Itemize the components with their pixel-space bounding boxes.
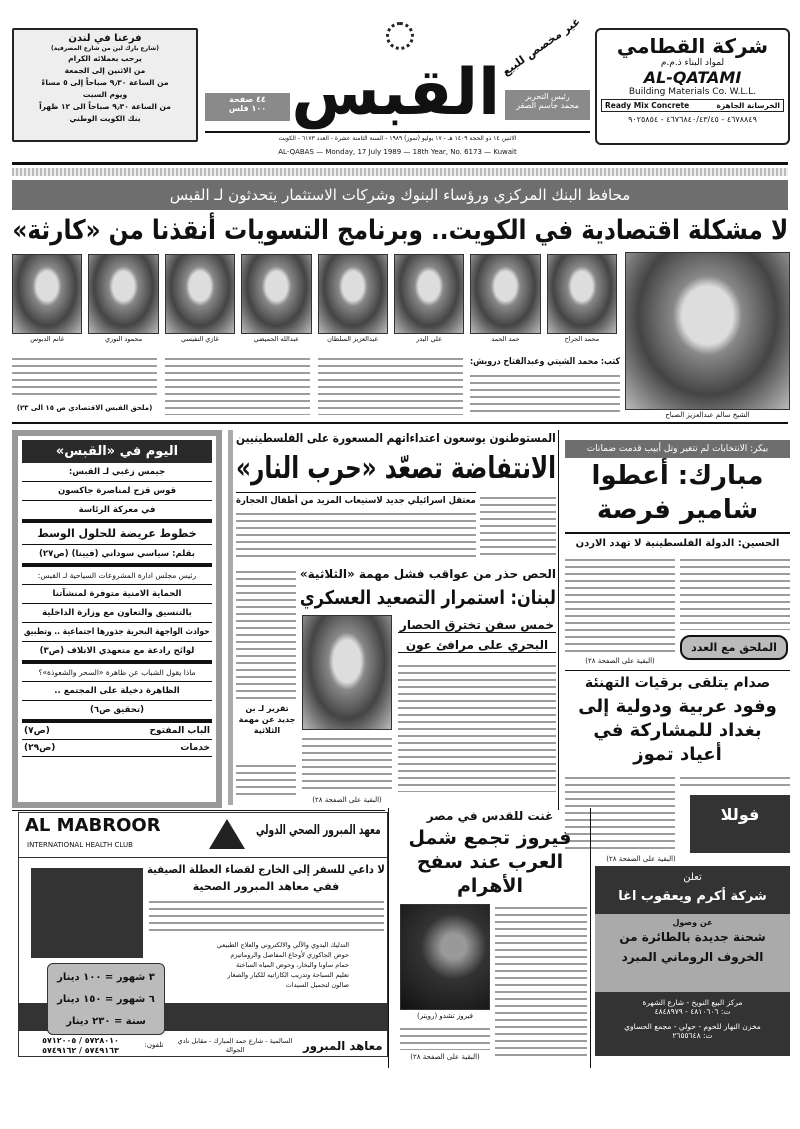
mabroor-price: سنة = ٢٣٠ دينار [66,1016,146,1027]
bank-line: (شارع بارك لين من شارع المصرفية) [50,45,159,52]
photo-caption: غازي النفيسي [180,335,219,343]
today-item[interactable]: لوائح رادعة مع متعهدي الاتلاف (ص٣) [22,642,212,661]
qatami-readymix-ar: الخرسانة الجاهزة [716,101,780,110]
today-footer-label[interactable]: الباب المفتوح [149,726,210,736]
today-item[interactable]: بالتنسيق والتعاون مع وزارة الداخلية [22,604,212,623]
bank-line: فرعنا في لندن [68,33,142,44]
column-divider [590,808,591,1068]
portrait-photo [547,254,617,334]
bank-line: من الساعة ٩٫٣٠ صباحاً إلى ٥ مساءً [41,78,169,87]
mabroor-price: ٣ شهور = ١٠٠ دينار [57,972,155,983]
lead-byline: كتب: محمد الشيتي وعبدالفتاح درويش: [469,357,620,367]
karam-arrival: عن وصول [672,918,713,927]
mabroor-price-box [47,963,165,1035]
mabroor-name-en: AL MABROOR [25,815,161,836]
mubarak-continued: (البقية على الصفحة ٢٨) [585,657,655,665]
bank-line: يرحب بعملائه الكرام [68,54,142,63]
mubarak-body [680,556,790,630]
fairuz-continued: (البقية على الصفحة ٢٨) [410,1053,480,1061]
today-item[interactable]: في معركة الرئاسة [22,501,212,520]
fairuz-body [495,904,587,1060]
today-item[interactable]: قوس قزح لمناصرة جاكسون [22,482,212,501]
today-item[interactable]: حوادث الواجهة البحرية جذورها اجتماعية .. وتطبيق [22,623,212,642]
editor-label: رئيس التحرير [525,92,570,101]
today-item[interactable]: ماذا يقول الشباب عن ظاهرة «السحر والشعوذة»؟ [22,661,212,682]
karam-phones-2: ت: ٢٦٥٥٦٤٨ [672,1031,713,1040]
pages-price-box [205,93,290,121]
editor-name: محمد جاسم الصقر [516,101,579,110]
intifada-sub: معتقل اسرائيلي جديد لاستيعاب المزيد من أطفال الحجارة [236,492,476,508]
fairuz-kicker: غنت للقدس في مصر [426,809,554,823]
mabroor-service: تعليم السباحة وتدريب الكاراتيه للكبار والصغار [227,971,349,979]
rule [565,670,790,671]
photo-caption: محمود النوري [105,335,143,343]
intifada-body [236,510,476,560]
karam-location-1: مركز البيع النويخ - شارع الشهرة [642,998,743,1007]
mabroor-address: السالمية - شارع حمد المبارك - مقابل نادي الجوالة [177,1037,293,1054]
karam-company: شركة أكرم ويعقوب اغا [618,889,767,904]
bank-line: من الاثنين إلى الجمعة [64,66,146,75]
qatami-sub-en: Building Materials Co. W.L.L. [628,87,757,97]
fairuz-photo-caption: فيروز تشدو (رويتر) [417,1012,473,1020]
fairuz-headline: فيروز تجمع شمل العرب عند سفح الأهرام [408,827,572,897]
intifada-headline: الانتفاضة تصعّد «حرب النار» [235,451,556,486]
lead-kicker: محافظ البنك المركزي ورؤساء البنوك وشركات الاستثمار يتحدثون لـ القبس [12,180,788,210]
editor-box [505,90,590,120]
column-divider [388,808,389,1068]
portrait-photo [470,254,540,334]
ad-karam [595,866,790,1056]
portrait-photo [165,254,235,334]
mabroor-phone-label: تلفون: [144,1041,164,1049]
bank-name: بنك الكويت الوطني [69,114,141,123]
lebanon-kicker: الحص حذر من عواقب فشل مهمة «الثلاثية» [299,567,556,581]
date-en: AL-QABAS — Monday, 17 July 1989 — 18th Year, No. 6173 — Kuwait [278,148,517,156]
lead-photo [12,254,82,344]
today-item[interactable]: جيمس زغبي لـ القبس: [22,463,212,482]
today-footer-page: (ص٧) [24,726,50,736]
price: ١٠٠ فلس [228,104,267,113]
today-item[interactable]: (تحقيق ص٦) [22,701,212,720]
mubarak-kicker: بيكر: الانتخابات لم تتغير وتل أبيب قدمت ضمانات [565,440,790,458]
ad-bank [12,28,198,142]
lead-body-col [318,355,463,415]
lead-photo [88,254,158,344]
lead-photo [470,254,540,344]
portrait-photo [12,254,82,334]
lebanon-body [398,662,556,792]
masthead-logo: القبس [291,56,500,130]
ad-qatami [595,28,790,145]
mabroor-services [169,940,349,990]
top-rule [12,162,788,165]
main-photo-caption: الشيخ سالم عبدالعزيز الصباح [665,411,750,419]
lead-photo [241,254,311,344]
mabroor-service: حوض الجاكوزي لأوجاع المفاصل والروماتيزم [230,951,349,959]
mabroor-service: التدليك اليدوي والآلي والالكتروني والعلاج الطبيعي [216,941,349,949]
lead-photo-row [12,254,617,344]
portrait-photo [88,254,158,334]
page-count: ٤٤ صفحة [229,95,266,104]
mubarak-headline-1: مبارك: أعطوا [591,461,764,491]
lead-photo [547,254,617,344]
qatami-readymix-en: Ready Mix Concrete [605,101,690,110]
qatami-company-ar: شركة القطامي [616,34,769,58]
today-item[interactable]: خطوط عريضة للحلول الوسط [22,520,212,545]
intifada-body [480,494,556,560]
portrait-photo [241,254,311,334]
lebanon-body [302,735,392,793]
ad-fuolla [690,795,790,853]
photo-caption: غانم الدبوس [30,335,65,343]
karam-location-2: مخزن النهار للحوم - حولي - مجمع الحساوي [624,1022,761,1031]
fairuz-photo [400,904,490,1010]
lebanon-headline: لبنان: استمرار التصعيد العسكري [299,587,556,609]
saddam-body [680,774,790,790]
mubarak-headline-2: شامير فرصة [596,495,759,525]
saddam-headline: وفود عربية ودولية إلى بغداد للمشاركة في أعياد تموز [575,695,780,767]
lebanon-sub-2: البحري على مرافئ عون [398,638,556,653]
lead-headline: لا مشكلة اقتصادية في الكويت.. وبرنامج التسويات أنقذنا من «كارثة» [12,215,788,246]
mabroor-headline: لا داعي للسفر إلى الخارج لقضاء العطلة الصيفية [147,863,385,876]
mabroor-sub: ففي معاهد المبرور الصحية [192,880,340,893]
karam-phones-1: ت: ٤٨١٠٦٠٦ - ٤٨٤٨٩٧٩ [654,1007,731,1016]
qatami-sub-ar: لمواد البناء ذ.م.م [660,58,725,68]
not-for-sale: غير مخصص للبيع [499,14,583,79]
lead-photo [318,254,388,344]
mabroor-name-ar: معهد المبرور الصحي الدولي [256,823,381,838]
date-ar: الاثنين ١٤ ذو الحجة ١٤٠٩ هـ - ١٧ يوليو (تموز) ١٩٨٩ - السنة الثامنة عشرة - العدد ٦١٧٣ - الكويت [278,135,517,142]
mabroor-footer-name: معاهد المبرور [303,1039,383,1053]
section-rule [12,422,788,424]
lead-body-col [12,355,157,399]
photo-caption: محمد الجراح [564,335,600,343]
lead-photo [394,254,464,344]
today-item[interactable]: الظاهرة دخيلة على المجتمع .. [22,682,212,701]
masthead-rule [205,131,590,133]
fairuz-body [400,1025,490,1050]
saddam-continued: (البقية على الصفحة ٢٨) [606,855,676,863]
lead-continued: (ملحق القبس الاقتصادي ص ١٥ الى ٢٣) [16,404,153,412]
lead-body-col [165,355,310,415]
texture-strip [12,168,788,176]
mubarak-body [565,556,675,654]
lead-body-col [470,372,620,415]
main-photo [625,252,790,410]
karam-announce: تعلن [683,872,702,883]
portrait-photo [394,254,464,334]
saddam-kicker: صدام يتلقى برقيات التهنئة [584,675,771,691]
karam-headline: شحنة جديدة بالطائرة من الخروف الروماني المبرد [619,930,766,964]
portrait-photo [318,254,388,334]
mabroor-photo [31,868,143,958]
supplement-badge[interactable]: الملحق مع العدد [680,635,788,660]
mabroor-phone: ٥٧٢٨٠١٠ / ٥٧١٢٠٠٥ [42,1036,119,1045]
today-item[interactable]: رئيس مجلس ادارة المشروعات السياحية لـ القبس: [22,564,212,585]
photo-caption: عبدالله الحميضي [253,335,300,343]
lebanon-photo [302,615,392,730]
today-title: اليوم في «القبس» [22,440,212,463]
mabroor-price: ٦ شهور = ١٥٠ دينار [57,994,155,1005]
bank-line: ويوم السبت [82,90,128,99]
ad-mabroor [18,812,388,1057]
lebanon-side-body [236,762,296,797]
mabroor-service: صالون لتجميل السيدات [285,981,349,989]
photo-caption: عبدالعزيز السلطان [327,335,379,343]
intifada-kicker: المستوطنون يوسعون اعتداءاتهم المسعورة على الفلسطينيين [236,431,556,445]
today-item[interactable]: بقلم: سياسي سوداني (فيينا) (ص٢٧) [22,545,212,564]
lebanon-sub-1: خمس سفن تخترق الحصار [399,618,555,632]
today-footer-page: (ص٢٩) [24,743,56,753]
fuolla-name: فوللا [720,805,760,824]
section-rule [12,810,385,811]
photo-caption: حمد الحمد [491,335,520,343]
lead-photo [165,254,235,344]
mabroor-service: حمام ساونا والبخار، وحوض المياه الساخنة [235,961,349,969]
mabroor-body [149,898,384,936]
logo-emblem-icon [386,22,414,50]
mabroor-sub-en: INTERNATIONAL HEALTH CLUB [27,841,133,849]
today-footer-label[interactable]: خدمات [180,743,210,753]
mabroor-phone: ٥٧٤٩١٦٣ / ٥٧٤٩١٦٢ [42,1046,119,1055]
lebanon-side-head: تقرير لـ بن جديد عن مهمة الثلاثية [236,703,298,736]
lebanon-continued: (البقية على الصفحة ٢٨) [312,796,382,804]
bank-line: من الساعة ٩٫٣٠ صباحاً الى ١٢ ظهراً [39,102,171,111]
qatami-phones: ٤٦٧٨٨٤٩ - ٤٦٧٦٨٤٠/٤٣/٤٥ - ٩٠٢٥٨٥٤ [628,115,757,124]
photo-caption: علي البدر [416,335,442,343]
mubarak-sub: الحسين: الدولة الفلسطينية لا تهدد الاردن [565,532,790,551]
column-divider [558,430,559,810]
qatami-name-en: AL-QATAMI [643,68,742,87]
today-item[interactable]: الحماية الامنية متوفرة لمنشآتنا [22,585,212,604]
